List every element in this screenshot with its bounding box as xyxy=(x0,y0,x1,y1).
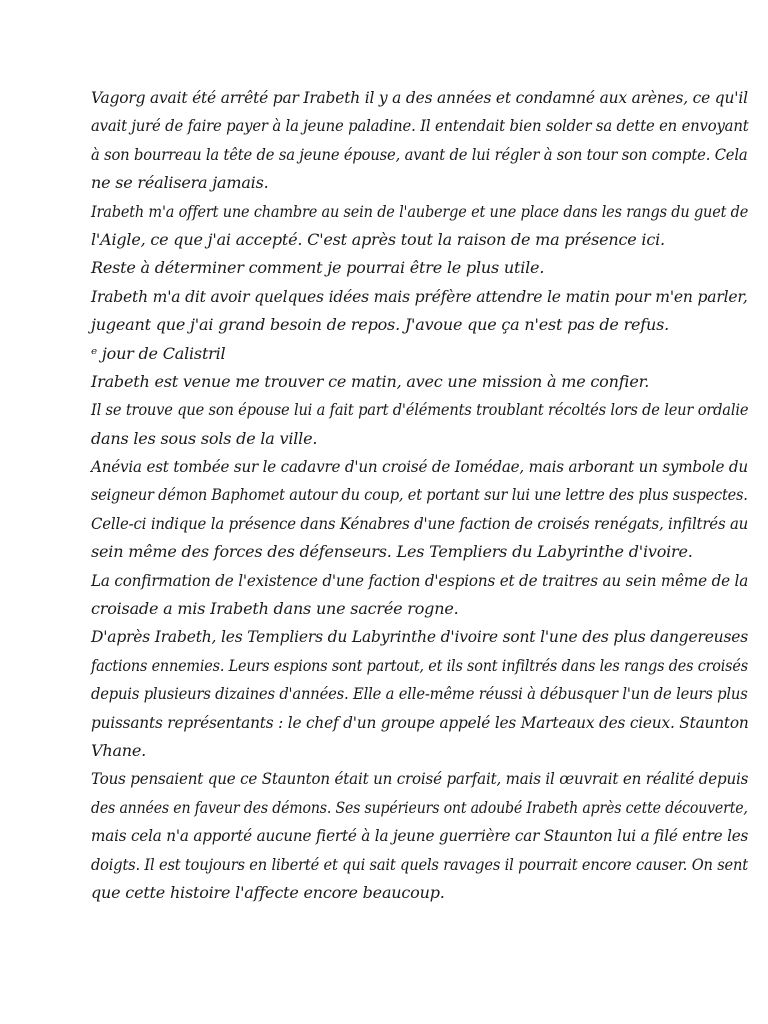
text-line: Celle-ci indique la présence dans Kénabres d'une faction de croisés renégats, infiltrés au xyxy=(91,513,749,533)
text-line: dans les sous sols de la ville. xyxy=(91,428,318,448)
text-line: des années en faveur des démons. Ses supérieurs ont adoubé Irabeth après cette découverte, xyxy=(91,797,748,817)
text-line: D'après Irabeth, les Templiers du Labyrinthe d'ivoire sont l'une des plus dangereuses xyxy=(91,627,748,647)
text-line: Vhane. xyxy=(91,740,147,760)
text-line: seigneur démon Baphomet autour du coup, et portant sur lui une lettre des plus suspectes. xyxy=(91,485,748,505)
text-line: Tous pensaient que ce Staunton était un croisé parfait, mais il œuvrait en réalité depuis xyxy=(91,769,749,789)
text-line: Irabeth m'a offert une chambre au sein de l'auberge et une place dans les rangs du guet de xyxy=(91,201,749,221)
text-line: croisade a mis Irabeth dans une sacrée rogne. xyxy=(91,599,459,619)
text-line: doigts. Il est toujours en liberté et qui sait quels ravages il pourrait encore causer. On sent xyxy=(91,854,748,874)
text-line: factions ennemies. Leurs espions sont partout, et ils sont infiltrés dans les rangs des croisés xyxy=(91,655,748,675)
text-line: Anévia est tombée sur le cadavre d'un croisé de Iomédae, mais arborant un symbole du xyxy=(91,457,748,477)
text-line: à son bourreau la tête de sa jeune épouse, avant de lui régler à son tour son compte. Cela xyxy=(91,144,748,164)
text-line: Irabeth m'a dit avoir quelques idées mais préfère attendre le matin pour m'en parler, xyxy=(91,286,748,306)
text-line: Reste à déterminer comment je pourrai être le plus utile. xyxy=(91,258,545,278)
text-line: depuis plusieurs dizaines d'années. Elle a elle-même réussi à débusquer l'un de leurs plus xyxy=(91,684,748,704)
date-heading: ᵉ jour de Calistril xyxy=(91,343,226,363)
text-line: mais cela n'a apporté aucune fierté à la jeune guerrière car Staunton lui a filé entre les xyxy=(91,826,749,846)
text-line: Irabeth est venue me trouver ce matin, avec une mission à me confier. xyxy=(91,371,650,391)
text-line: ne se réalisera jamais. xyxy=(91,173,269,193)
text-line: puissants représentants : le chef d'un groupe appelé les Marteaux des cieux. Staunton xyxy=(91,712,749,732)
text-line: que cette histoire l'affecte encore beaucoup. xyxy=(91,882,445,902)
journal-text xyxy=(91,84,749,907)
text-line: La confirmation de l'existence d'une faction d'espions et de traitres au sein même de la xyxy=(91,570,749,590)
text-line: sein même des forces des défenseurs. Les Templiers du Labyrinthe d'ivoire. xyxy=(91,542,693,562)
text-line: Vagorg avait été arrêté par Irabeth il y a des années et condamné aux arènes, ce qu'il xyxy=(91,88,748,107)
text-line: avait juré de faire payer à la jeune paladine. Il entendait bien solder sa dette en envoyant xyxy=(91,116,749,136)
text-line: jugeant que j'ai grand besoin de repos. J'avoue que ça n'est pas de refus. xyxy=(91,315,670,335)
text-line: l'Aigle, ce que j'ai accepté. C'est après tout la raison de ma présence ici. xyxy=(91,229,665,249)
text-line: Il se trouve que son épouse lui a fait part d'éléments troublant récoltés lors de leur ordalie xyxy=(91,400,749,420)
